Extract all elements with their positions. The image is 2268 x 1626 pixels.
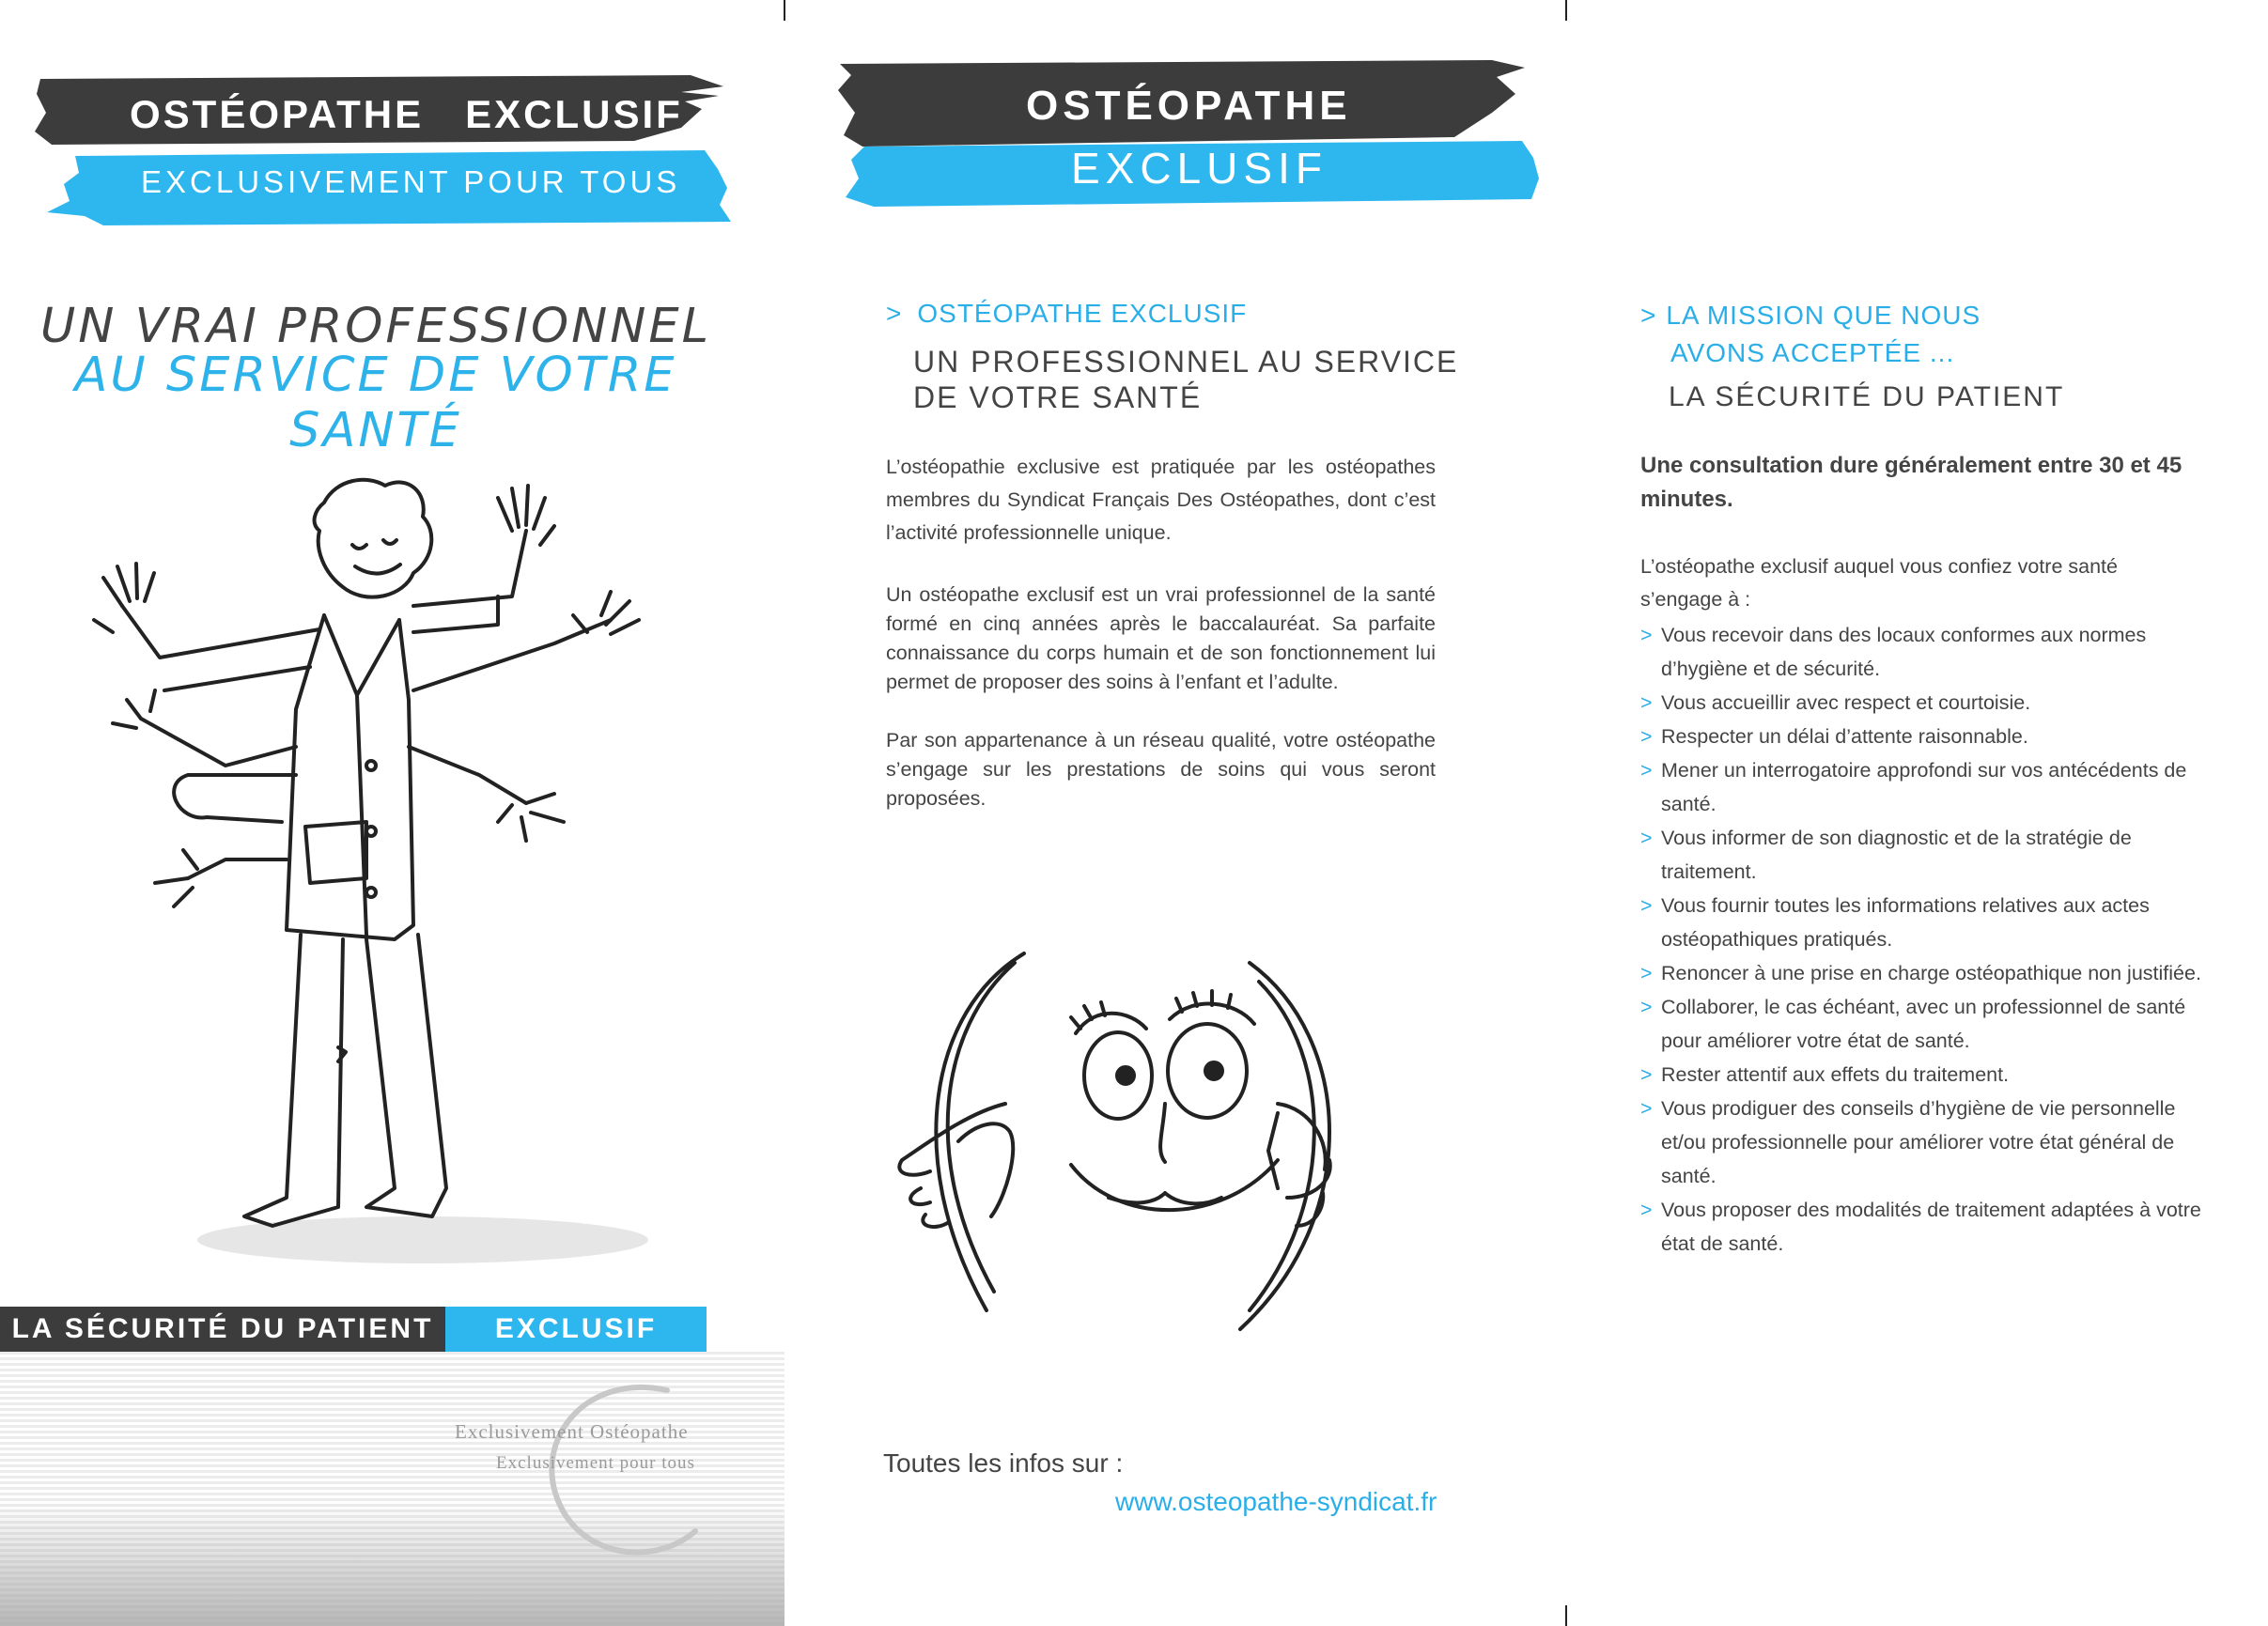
crop-mark-bottom-right: [1565, 1605, 1567, 1626]
chevron-right-icon: >: [1640, 691, 1653, 714]
crop-mark-top-right: [1565, 0, 1567, 21]
info-label: Toutes les infos sur :: [883, 1448, 1124, 1478]
chevron-right-icon: >: [1640, 624, 1653, 646]
list-item: > Vous accueillir avec respect et courtoisie.: [1640, 686, 2208, 720]
info-url-link[interactable]: www.osteopathe-syndicat.fr: [1115, 1487, 1437, 1516]
right-subheading: LA SÉCURITÉ DU PATIENT: [1669, 381, 2065, 412]
list-item: > Vous recevoir dans des locaux conformes aux normes d’hygiène et de sécurité.: [1640, 618, 2208, 686]
chevron-right-icon: >: [1640, 759, 1653, 782]
list-item: > Respecter un délai d’attente raisonnable.: [1640, 720, 2208, 753]
footer-patient-safety: LA SÉCURITÉ DU PATIENT: [0, 1307, 445, 1352]
chevron-right-icon: >: [1640, 301, 1657, 330]
middle-paragraph-2: Un ostéopathe exclusif est un vrai professionnel de la santé formé en cinq années après le baccalauréat. Sa parfaite connaissance du corps humain et de son fonctionnement lui permet de proposer des soins à l’enfant et l’adulte.: [886, 583, 1436, 693]
crop-mark-top-left: [784, 0, 785, 21]
chevron-right-icon: >: [1640, 894, 1653, 917]
right-section-heading: [1640, 297, 1981, 372]
commitments-list: [1640, 618, 2208, 1261]
chevron-right-icon: >: [1640, 1199, 1653, 1221]
right-heading-line1: LA MISSION QUE NOUS: [1666, 301, 1981, 330]
middle-section-heading: [886, 299, 1247, 329]
osteopath-illustration: [85, 465, 667, 1273]
middle-paragraph-1: L’ostéopathie exclusive est pratiquée par les ostéopathes membres du Syndicat Français Des Ostéopathes, dont c’est l’activité professionnelle unique.: [886, 456, 1436, 544]
list-item: > Renoncer à une prise en charge ostéopathique non justifiée.: [1640, 956, 2208, 990]
chevron-right-icon: >: [1640, 1063, 1653, 1086]
chevron-right-icon: >: [1640, 725, 1653, 748]
left-banner-title: OSTÉOPATHE EXCLUSIF: [130, 92, 683, 136]
list-item: > Vous prodiguer des conseils d’hygiène de vie personnelle et/ou professionnelle pour améliorer votre état général de santé.: [1640, 1092, 2208, 1193]
middle-sub-line1: UN PROFESSIONNEL AU SERVICE: [913, 345, 1459, 379]
chevron-right-icon: >: [886, 299, 903, 328]
right-heading-line2: AVONS ACCEPTÉE ...: [1670, 338, 1955, 367]
middle-sub-line2: DE VOTRE SANTÉ: [913, 380, 1203, 414]
list-item: > Vous proposer des modalités de traitement adaptées à votre état de santé.: [1640, 1193, 2208, 1261]
list-item: > Rester attentif aux effets du traitement.: [1640, 1058, 2208, 1092]
smiley-face-illustration: [883, 916, 1428, 1339]
logo-text-line1: Exclusivement Ostéopathe: [455, 1420, 689, 1443]
list-item: > Vous informer de son diagnostic et de la stratégie de traitement.: [1640, 821, 2208, 889]
middle-heading-text: OSTÉOPATHE EXCLUSIF: [917, 299, 1248, 328]
list-item: > Mener un interrogatoire approfondi sur vos antécédents de santé.: [1640, 753, 2208, 821]
middle-banner-title: OSTÉOPATHE: [1026, 83, 1352, 129]
list-item: > Collaborer, le cas échéant, avec un professionnel de santé pour améliorer votre état de santé.: [1640, 990, 2208, 1058]
right-intro: L’ostéopathe exclusif auquel vous confiez votre santé s’engage à :: [1640, 555, 2118, 611]
middle-banner-subtitle: EXCLUSIF: [1071, 144, 1328, 193]
left-banner-subtitle: EXCLUSIVEMENT POUR TOUS: [141, 164, 681, 199]
consultation-duration: Une consultation dure généralement entre 30 et 45 minutes.: [1640, 453, 2183, 512]
list-item: > Vous fournir toutes les informations relatives aux actes ostéopathiques pratiqués.: [1640, 889, 2208, 956]
left-headline-line1: UN VRAI PROFESSIONNEL: [39, 299, 712, 354]
middle-section-subheading: [913, 344, 1458, 415]
chevron-right-icon: >: [1640, 962, 1653, 984]
footer-exclusive: EXCLUSIF: [445, 1307, 707, 1352]
logo-text-line2: Exclusivement pour tous: [496, 1453, 695, 1473]
chevron-right-icon: >: [1640, 996, 1653, 1018]
chevron-right-icon: >: [1640, 1097, 1653, 1120]
left-headline-line2: AU SERVICE DE VOTRE SANTÉ: [74, 348, 677, 458]
chevron-right-icon: >: [1640, 827, 1653, 849]
middle-paragraph-3: Par son appartenance à un réseau qualité, votre ostéopathe s’engage sur les prestations de soins qui vous seront proposées.: [886, 729, 1436, 810]
